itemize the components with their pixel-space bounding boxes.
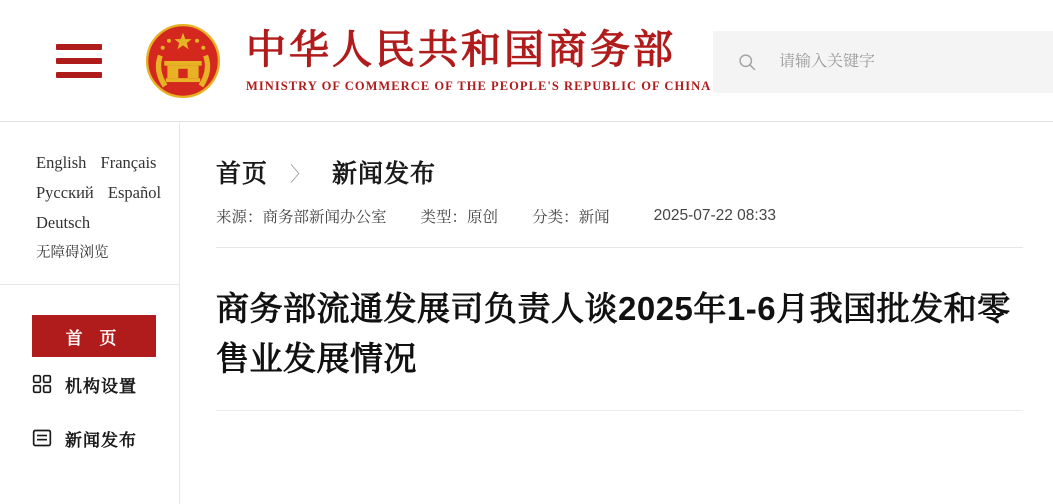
main-content	[180, 122, 1053, 504]
sidebar-item-news[interactable]	[32, 411, 179, 465]
sidebar-item-organization[interactable]	[32, 357, 179, 411]
hamburger-menu-icon[interactable]	[56, 44, 102, 78]
lang-francais[interactable]: Français	[100, 153, 157, 172]
site-title-cn: 中华人民共和国商务部	[246, 27, 676, 72]
lang-espanol[interactable]: Español	[107, 183, 162, 202]
accessibility-link[interactable]: 无障碍浏览	[36, 245, 109, 261]
lang-russian[interactable]: Русский	[36, 183, 94, 202]
lang-english[interactable]: English	[36, 153, 87, 172]
language-row	[36, 208, 179, 238]
breadcrumb	[216, 122, 1023, 186]
sidebar-item-home[interactable]: 首 页	[32, 315, 156, 357]
language-list	[0, 148, 179, 285]
list-icon	[32, 428, 52, 448]
language-row	[36, 238, 179, 268]
language-row	[36, 178, 179, 208]
meta-category-value: 新闻	[578, 208, 610, 226]
site-title-block	[246, 27, 711, 94]
sidebar-item-label: 机构设置	[65, 376, 137, 396]
meta-type-label: 类型：	[420, 208, 468, 226]
sidebar	[0, 122, 180, 504]
meta-source-value: 商务部新闻办公室	[262, 208, 387, 226]
site-header	[0, 0, 1053, 122]
grid-icon	[32, 374, 52, 394]
menu-bar-2	[56, 58, 102, 64]
meta-type-value: 原创	[467, 208, 499, 226]
meta-category	[532, 205, 610, 227]
breadcrumb-separator-icon: 〉	[290, 163, 311, 186]
national-emblem-icon	[144, 22, 222, 100]
meta-category-label: 分类：	[532, 208, 579, 226]
search-input[interactable]	[779, 53, 1019, 71]
language-row	[36, 148, 179, 178]
search-icon	[737, 52, 757, 72]
menu-bar-1	[56, 44, 102, 50]
search-box[interactable]	[713, 31, 1053, 93]
meta-type	[421, 205, 499, 227]
content-divider	[216, 410, 1023, 411]
meta-source	[216, 205, 387, 227]
article-meta	[216, 186, 1023, 248]
page-title: 商务部流通发展司负责人谈2025年1-6月我国批发和零售业发展情况	[216, 290, 1011, 378]
sidebar-item-label: 新闻发布	[65, 430, 137, 450]
site-title-en: MINISTRY OF COMMERCE OF THE PEOPLE'S REPUBLIC OF CHINA	[246, 79, 712, 93]
breadcrumb-item-news[interactable]: 新闻发布	[332, 160, 437, 188]
lang-deutsch[interactable]: Deutsch	[36, 213, 91, 232]
page-body	[0, 122, 1053, 504]
menu-bar-3	[56, 72, 102, 78]
breadcrumb-item-home[interactable]: 首页	[216, 160, 269, 188]
meta-date: 2025-07-22 08:33	[653, 206, 776, 224]
meta-source-label: 来源：	[216, 208, 263, 226]
